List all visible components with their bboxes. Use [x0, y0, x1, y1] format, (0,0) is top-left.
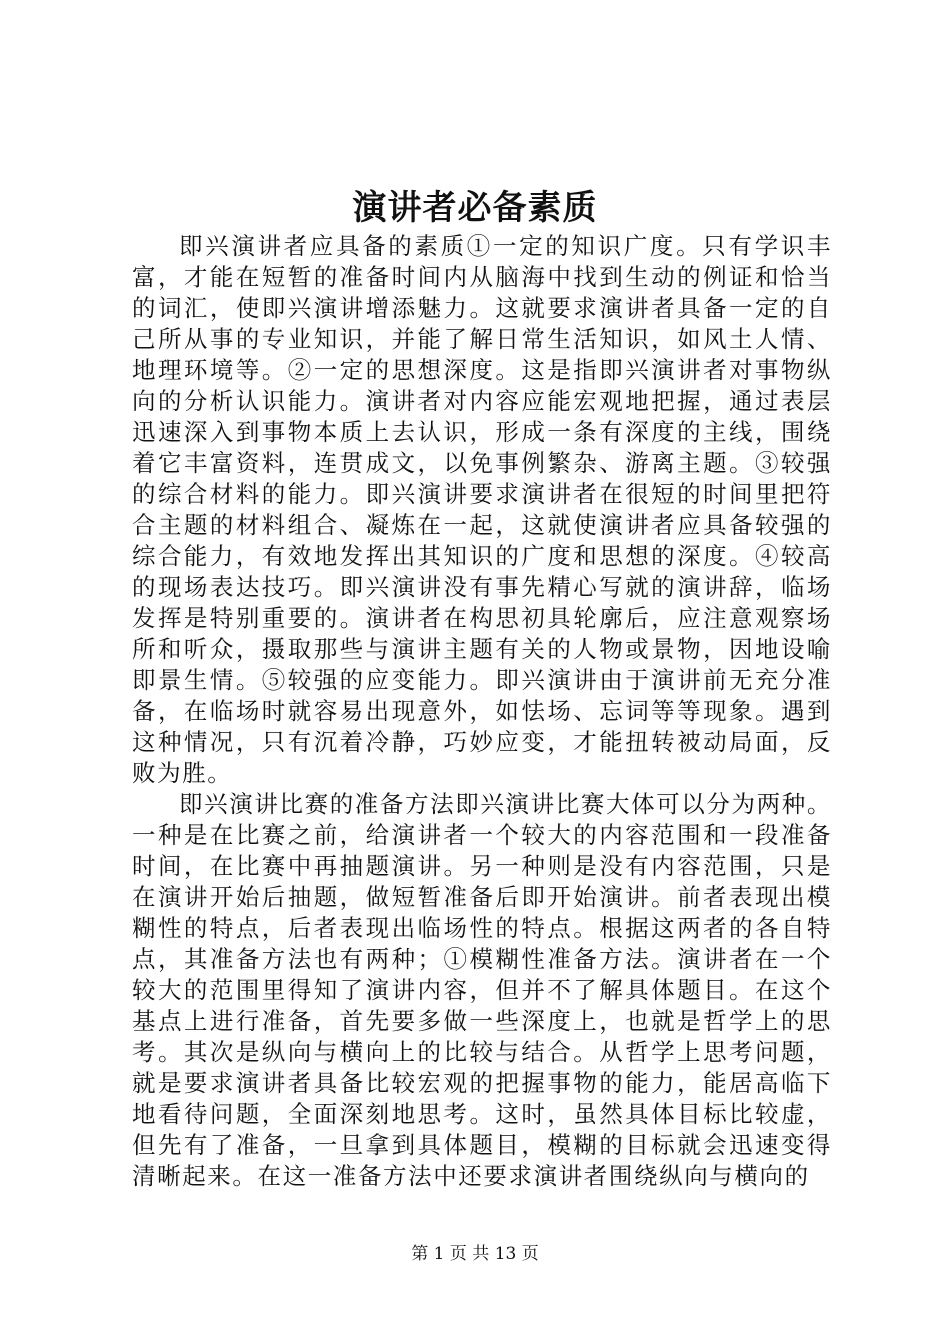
paragraph-speaker-qualities: 即兴演讲者应具备的素质①一定的知识广度。只有学识丰富，才能在短暂的准备时间内从脑海中找到生动的例证和恰当的词汇，使即兴演讲增添魅力。这就要求演讲者具备一定的自己所从事的专业知识，并能了解日常生活知识，如风土人情、地理环境等。②一定的思想深度。这是指即兴演讲者对事物纵向的分析认识能力。演讲者对内容应能宏观地把握，通过表层迅速深入到事物本质上去认识，形成一条有深度的主线，围绕着它丰富资料，连贯成文，以免事例繁杂、游离主题。③较强的综合材料的能力。即兴演讲要求演讲者在很短的时间里把符合主题的材料组合、凝炼在一起，这就使演讲者应具备较强的综合能力，有效地发挥出其知识的广度和思想的深度。④较高的现场表达技巧。即兴演讲没有事先精心写就的演讲辞，临场发挥是特别重要的。演讲者在构思初具轮廓后，应注意观察场所和听众，摄取那些与演讲主题有关的人物或景物，因地设喻即景生情。⑤较强的应变能力。即兴演讲由于演讲前无充分准备，在临场时就容易出现意外，如怯场、忘词等等现象。遇到这种情况，只有沉着冷静，巧妙应变，才能扭转被动局面，反败为胜。 — [132, 232, 832, 787]
document-title: 演讲者必备素质 — [352, 188, 598, 228]
document-body — [132, 231, 832, 1192]
paragraph-competition-preparation: 即兴演讲比赛的准备方法即兴演讲比赛大体可以分为两种。一种是在比赛之前，给演讲者一个较大的内容范围和一段准备时间，在比赛中再抽题演讲。另一种则是没有内容范围，只是在演讲开始后抽题，做短暂准备后即开始演讲。前者表现出模糊性的特点，后者表现出临场性的特点。根据这两者的各自特点，其准备方法也有两种；①模糊性准备方法。演讲者在一个较大的范围里得知了演讲内容，但并不了解具体题目。在这个基点上进行准备，首先要多做一些深度上，也就是哲学上的思考。其次是纵向与横向上的比较与结合。从哲学上思考问题，就是要求演讲者具备比较宏观的把握事物的能力，能居高临下地看待问题，全面深刻地思考。这时，虽然具体目标比较虚，但先有了准备，一旦拿到具体题目，模糊的目标就会迅速变得清晰起来。在这一准备方法中还要求演讲者围绕纵向与横向的 — [132, 790, 832, 1190]
page-number-footer: 第 1 页 共 13 页 — [411, 1244, 539, 1264]
